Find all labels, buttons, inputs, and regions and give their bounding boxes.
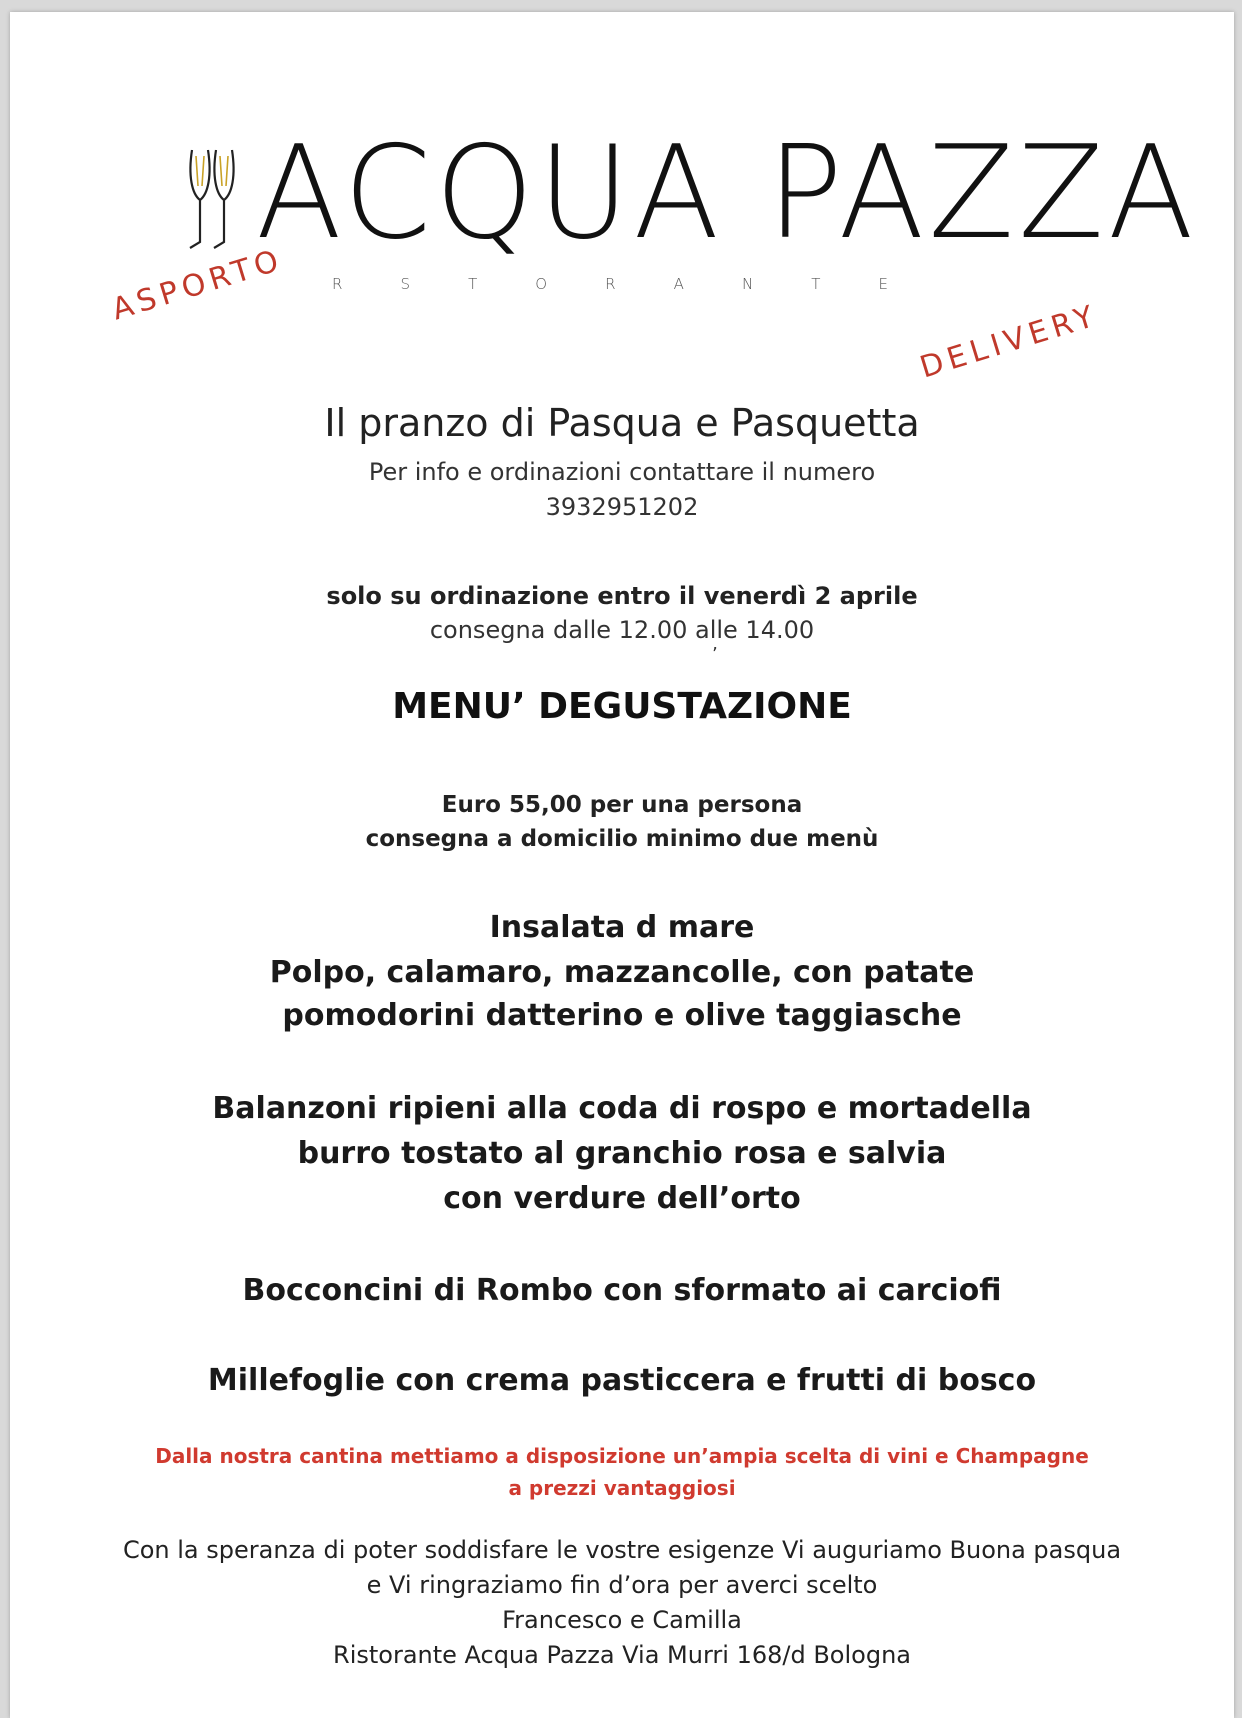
stamp-delivery: DELIVERY: [916, 298, 1103, 386]
menu-page: [10, 12, 1234, 1718]
logo-subtitle: [332, 275, 888, 293]
course-line: burro tostato al granchio rosa e salvia: [297, 1136, 947, 1171]
closing-line: Con la speranza di poter soddisfare le vostre esigenze Vi auguriamo Buona pasqua: [122, 1536, 1122, 1564]
logo-subtitle-letter: E: [878, 275, 888, 293]
logo-subtitle-letter: S: [400, 275, 411, 293]
signature: Francesco e Camilla: [502, 1606, 742, 1634]
course-line: Insalata d mare: [489, 910, 755, 945]
logo-subtitle-letter: R: [332, 275, 343, 293]
course-line: pomodorini datterino e olive taggiasche: [282, 998, 962, 1033]
logo-wordmark: ACQUA PAZZA: [256, 119, 1198, 268]
wine-note: Dalla nostra cantina mettiamo a disposizione un’ampia scelta di vini e Champagne: [155, 1444, 1089, 1468]
menu-title: MENU’ DEGUSTAZIONE: [392, 686, 852, 727]
wine-note: a prezzi vantaggiosi: [508, 1476, 736, 1500]
menu-minimum: consegna a domicilio minimo due menù: [365, 826, 879, 852]
phone-number[interactable]: 3932951202: [545, 493, 699, 521]
logo-subtitle-letter: T: [468, 275, 478, 293]
course-line: con verdure dell’orto: [443, 1181, 801, 1216]
menu-price: Euro 55,00 per una persona: [441, 792, 803, 818]
course-line: Polpo, calamaro, mazzancolle, con patate: [269, 955, 975, 990]
course-line: Bocconcini di Rombo con sformato ai carciofi: [242, 1273, 1002, 1308]
logo-subtitle-letter: R: [605, 275, 616, 293]
closing-line: e Vi ringraziamo fin d’ora per averci scelto: [366, 1571, 878, 1599]
logo-subtitle-letter: N: [741, 275, 754, 293]
contact-info: Per info e ordinazioni contattare il numero: [368, 458, 876, 486]
stamp-asporto: ASPORTO: [108, 242, 288, 328]
champagne-glasses-icon: [186, 146, 242, 252]
page-title: Il pranzo di Pasqua e Pasquetta: [324, 401, 920, 445]
logo-subtitle-letter: O: [535, 275, 548, 293]
course-line: Balanzoni ripieni alla coda di rospo e mortadella: [212, 1091, 1032, 1126]
order-deadline: solo su ordinazione entro il venerdì 2 aprile: [326, 582, 918, 610]
restaurant-address: Ristorante Acqua Pazza Via Murri 168/d Bologna: [333, 1641, 911, 1669]
stray-apostrophe: ’: [712, 644, 718, 665]
logo-subtitle-letter: A: [673, 275, 684, 293]
logo-subtitle-letter: T: [811, 275, 821, 293]
delivery-hours: consegna dalle 12.00 alle 14.00: [429, 616, 815, 644]
course-line: Millefoglie con crema pasticcera e frutti di bosco: [207, 1363, 1037, 1398]
